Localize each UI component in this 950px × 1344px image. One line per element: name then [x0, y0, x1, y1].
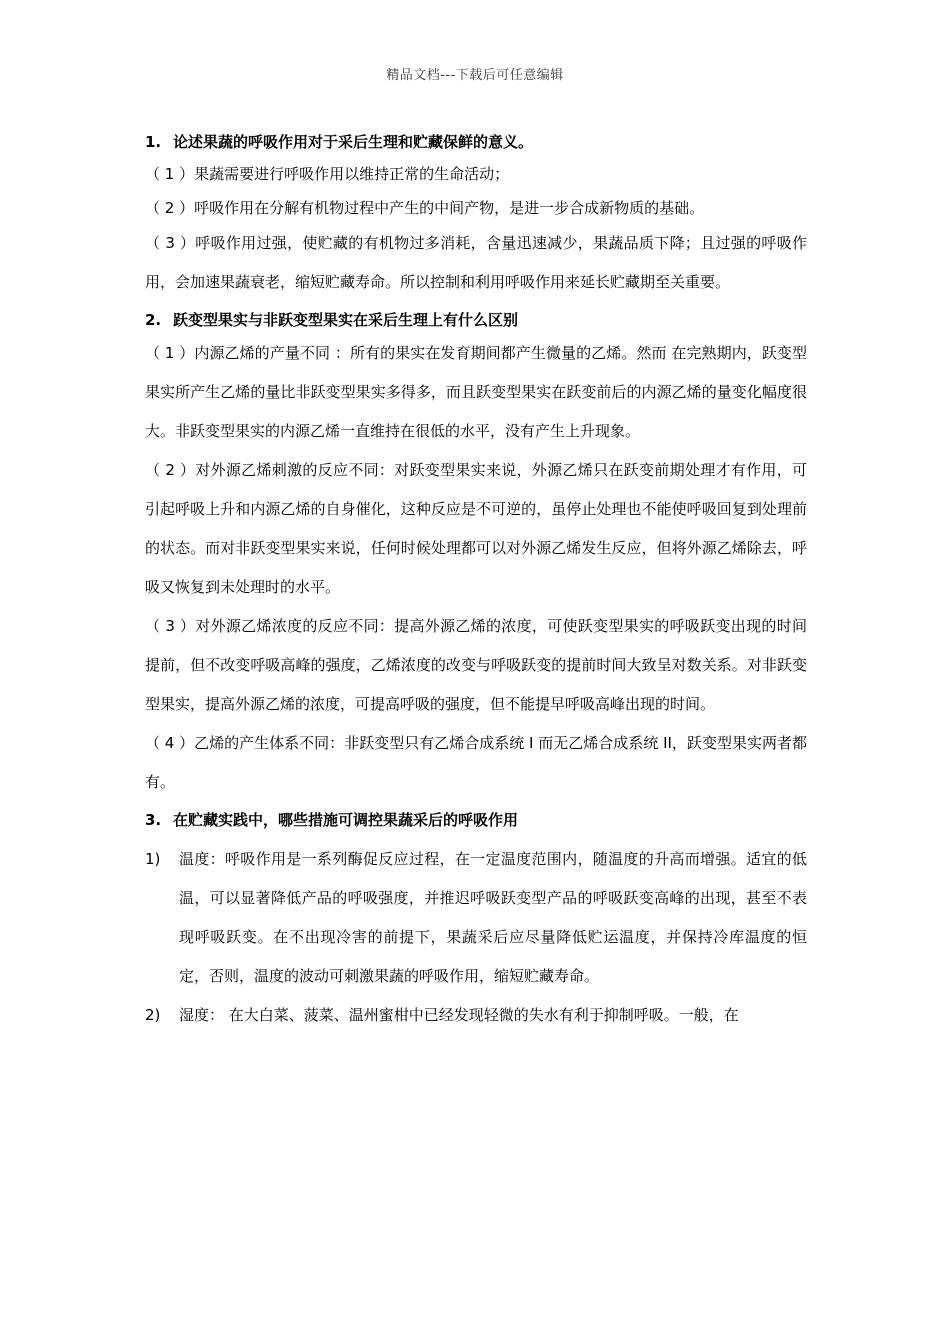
section-number: 2.: [145, 311, 162, 329]
list-item-text: 湿度： 在大白菜、菠菜、温州蜜柑中已经发现轻微的失水有利于抑制呼吸。一般，在: [179, 1006, 739, 1024]
section-title: 论述果蔬的呼吸作用对于采后生理和贮藏保鲜的意义。: [173, 133, 534, 151]
section-heading: [145, 130, 807, 154]
paragraph: （ 3 ）呼吸作用过强，使贮藏的有机物过多消耗，含量迅速减少，果蔬品质下降；且过强的呼吸作用，会加速果蔬衰老，缩短贮藏寿命。所以控制和利用呼吸作用来延长贮藏期至关重要。: [145, 234, 807, 291]
section-heading: [145, 808, 807, 832]
document-body: [145, 124, 807, 1035]
paragraph: （ 4 ）乙烯的产生体系不同：非跃变型只有乙烯合成系统 I 而无乙烯合成系统 II，跃变型果实两者都有。: [145, 734, 807, 791]
list-item: [145, 996, 807, 1035]
section-title: 跃变型果实与非跃变型果实在采后生理上有什么区别: [173, 311, 519, 329]
section-number: 1.: [145, 133, 162, 151]
paragraph: （ 1 ）果蔬需要进行呼吸作用以维持正常的生命活动；: [145, 165, 510, 183]
list-marker: 1): [145, 850, 161, 868]
section-heading: [145, 308, 807, 332]
paragraph: （ 3 ）对外源乙烯浓度的反应不同：提高外源乙烯的浓度，可使跃变型果实的呼吸跃变出现的时间提前，但不改变呼吸高峰的强度，乙烯浓度的改变与呼吸跃变的提前时间大致呈对数关系。对非跃变型果实，提高外源乙烯的浓度，可提高呼吸的强度，但不能提早呼吸高峰出现的时间。: [145, 617, 807, 713]
list-item: [145, 840, 807, 996]
list-marker: 2): [145, 1006, 161, 1024]
list-item-text: 温度：呼吸作用是一系列酶促反应过程，在一定温度范围内，随温度的升高而增强。适宜的低温，可以显著降低产品的呼吸强度，并推迟呼吸跃变型产品的呼吸跃变高峰的出现，甚至不表现呼吸跃变。在不出现冷害的前提下，果蔬采后应尽量降低贮运温度，并保持冷库温度的恒定，否则，温度的波动可刺激果蔬的呼吸作用，缩短贮藏寿命。: [179, 850, 807, 985]
paragraph: （ 1 ）内源乙烯的产量不同 ：所有的果实在发育期间都产生微量的乙烯。然而 在完熟期内，跃变型果实所产生乙烯的量比非跃变型果实多得多，而且跃变型果实在跃变前后的内源乙烯的量变化幅度很大。非跃变型果实的内源乙烯一直维持在很低的水平，没有产生上升现象。: [145, 344, 807, 440]
section-number: 3.: [145, 811, 162, 829]
paragraph: （ 2 ）对外源乙烯刺激的反应不同：对跃变型果实来说，外源乙烯只在跃变前期处理才有作用，可引起呼吸上升和内源乙烯的自身催化，这种反应是不可逆的，虽停止处理也不能使呼吸回复到处理前的状态。而对非跃变型果实来说，任何时候处理都可以对外源乙烯发生反应，但将外源乙烯除去，呼吸又恢复到未处理时的水平。: [145, 461, 807, 596]
paragraph: （ 2 ）呼吸作用在分解有机物过程中产生的中间产物，是进一步合成新物质的基础。: [145, 199, 705, 217]
page-header: 精品文档---下载后可任意编辑: [386, 68, 564, 83]
section-title: 在贮藏实践中，哪些措施可调控果蔬采后的呼吸作用: [173, 811, 519, 829]
